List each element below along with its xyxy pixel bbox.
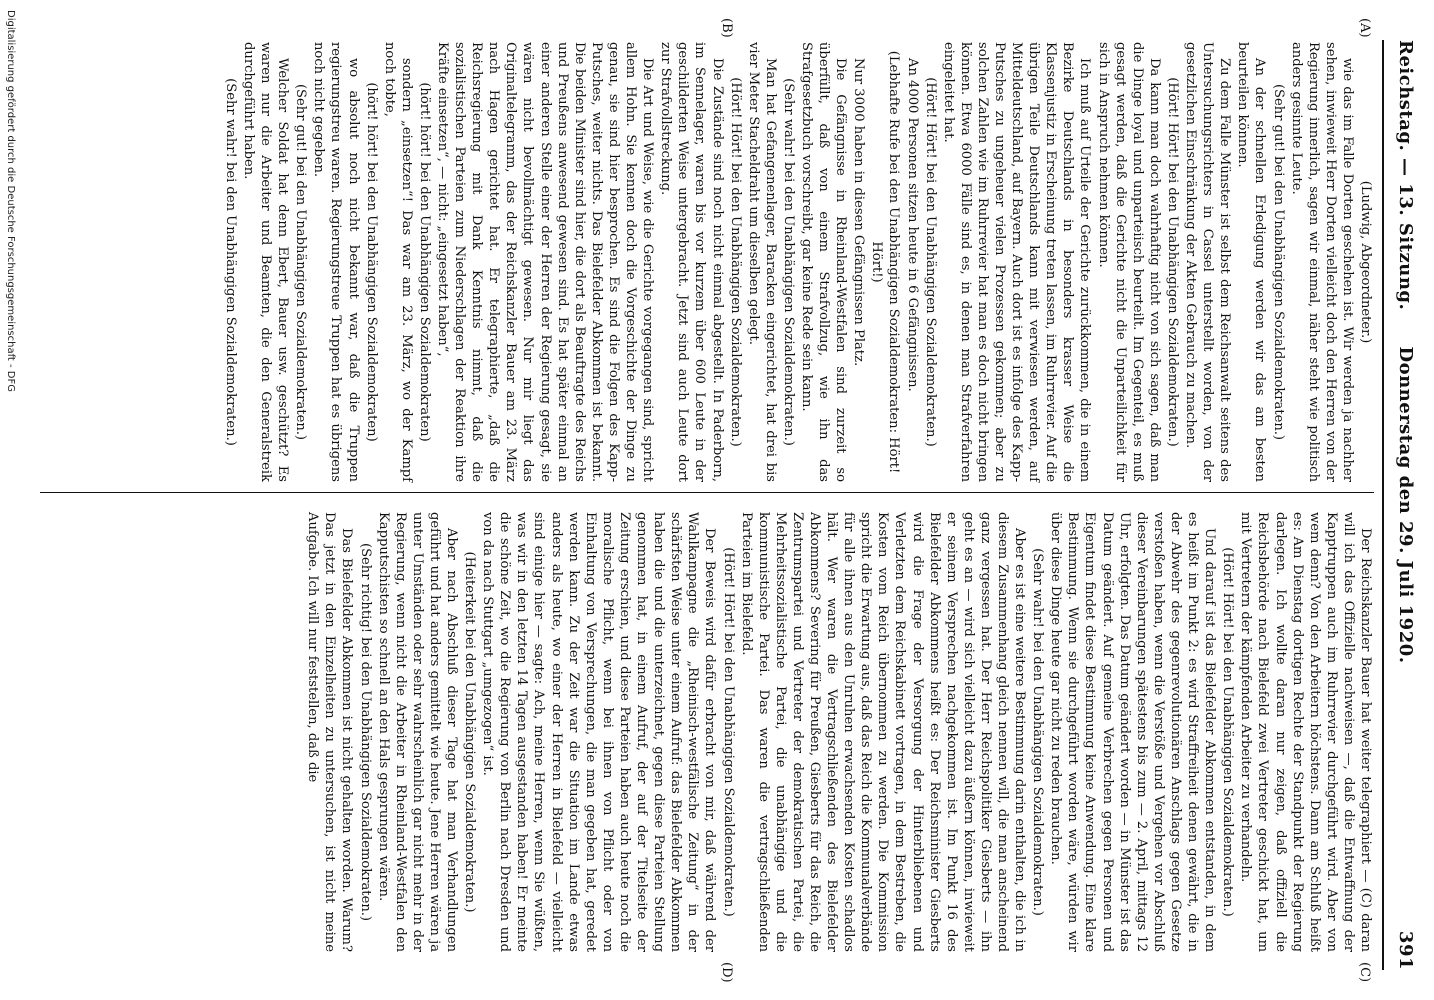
paragraph: (Hört! Hört! bei den Unabhängigen Sozialdemokraten.) [720,547,736,917]
header-title: Reichstag. — 13. Sitzung. [1395,40,1416,311]
column-divider [40,492,1374,493]
paragraph: (Sehr wahr! bei den Unabhängigen Sozialdemokraten.) [1030,548,1046,916]
paragraph: (Hört! Hört! bei den Unabhängigen Sozialdemokraten.) [1220,547,1236,917]
paragraph: Aber nach Abschluß dieser Tage hat man Verhandlungen geführt und hat anders gemittelt wie heute. Jene Herren wären ja unter Umständen oder sehr wahrscheinlich gar nicht mehr in der Regierung, wenn nicht die Arbeiter in Rheinland-Westfalen den Kapputschisten so schnell an den Hals gesprungen wären. [375,512,460,952]
paragraph: wie das im Falle Dorten geschehen ist. Wir werden ja nachher sehen, inwieweit Herr Dorten vielleicht doch den Herren von der Regierung innerlich, sagen wir einmal, näher steht wie politisch anders gesinnte Leute. [1288,42,1355,482]
paragraph: (Sehr wahr! bei den Unabhängigen Sozialdemokraten.) [780,78,796,446]
paragraph: Der Beweis wird dafür erbracht von mir, daß während der Wahlkampagne die „Rheinisch-westfälische Zeitung“ in der schärfsten Weise unter einem Aufruf: das Bielefelder Abkommen haben die und die unterzeichnet, gegen diese Parteien Stellung genommen hat, in einem Aufruf, der auf der Titelseite der Zeitung erschien, und diese Parteien haben auch heute noch die moralische Pflicht, wenn bei ihnen von Pflicht oder von Einhaltung von Versprechungen, die man gegeben hat, geredet werden kann. Zu der Zeit war die Situation im Lande etwas anders als heute, wo einer der Herren in Bielefeld — vielleicht sind einige hier — sagte: Ach, meine Herren, wenn Sie wüßten, was wir in den letzten 14 Tagen ausgestanden haben! Er meinte die schöne Zeit, wo die Regierung von Berlin nach Dresden und von da nach Stuttgart „umgezogen“ ist. [480,512,718,952]
paragraph: Die Art und Weise, wie die Gerichte vorgegangen sind, spricht allem Hohn. Sie kennen doch die Vorgeschichte der Dinge zu genau, sie sind hier besprochen. Es sind die Folgen des Kapp-Putsches, weiter nichts. Das Bielefelder Abkommen ist bekannt. Die beiden Minister sind hier, die dort als Beauftragte des Reichs und Preußens anwesend gewesen sind. Es hat später einmal an einer anderen Stelle einer der Herren der Regierung gesagt, sie wären nicht bevollmächtigt gewesen. Nur mir liegt das Originaltelegramm, das der Reichskanzler Bauer am 23. März nach Hagen gerichtet hat. Er telegraphierte, „daß die Reichsregierung mit Dank Kenntnis nimmt, daß die sozialistischen Parteien zum Niederschlagen der Reaktion ihre Kräfte einsetzen“, — nicht: „eingesetzt haben“, [435,42,656,482]
paragraph: (Hört! Hört! bei den Unabhängigen Sozialdemokraten.) [1164,77,1180,447]
paragraph: Da kann man doch wahrhaftig nicht von sich sagen, daß man die Dinge loyal und unparteiisch beurteilt. Im Gegenteil, es muß gesagt werden, daß die Gerichte nicht die Unparteilichkeit für sich in Anspruch nehmen können. [1095,42,1162,482]
paragraph: Das Bielefelder Abkommen ist nicht gehalten worden. Warum? Das jetzt in den Einzelheiten zu untersuchen, ist nicht meine Aufgabe. Ich will nur feststellen, daß die [305,512,355,952]
paragraph: (Sehr gut! bei den Unabhängigen Sozialdemokraten.) [1270,83,1286,441]
paragraph: Zu dem Falle Münster ist selbst dem Reichsanwalt seitens des Untersuchungsrichters in Cassel unterstellt worden, von der gesetzlichen Einschränkung der Akten Gebrauch zu machen. [1183,42,1233,482]
left-column [221,42,1374,482]
header-date: Donnerstag den 29. Juli 1920. [1395,346,1416,664]
paragraph: Die Zustände sind noch nicht einmal abgestellt. In Paderborn, im Sennelager, waren bis vor kurzem über 600 Leute in der geschilderten Weise untergebracht. Jetzt sind auch Leute dort zur Strafvollstreckung. [658,42,725,482]
paragraph: wo absolut noch nicht bekannt war, daß die Truppen regierungstreu waren. Regierungstreue Truppen hat es übrigens noch nicht gegeben. [311,42,361,482]
paragraph: Ich muß auf Urteile der Gerichte zurückkommen, die in einem Bezirke Deutschlands in besonders krasser Weise die Klassenjustiz in Erscheinung treten lassen, im Ruhrrevier. Auf die übrigen Teile Deutschlands kann mit verwiesen werden, auf Mitteldeutschland, auf Bayern. Auch dort ist es infolge des Kapp-Putsches zu ungeheuer vielen Prozessen gekommen; aber zu solchen Zahlen wie im Ruhrrevier hat man es doch nicht bringen können. Etwa 6000 Fälle sind es, in denen man Strafverfahren eingeleitet hat. [940,42,1093,482]
paragraph: (Lebhafte Rufe bei den Unabhängigen Sozialdemokraten: Hört! Hört!) [869,50,902,474]
paragraph: Welcher Soldat hat denn Ebert, Bauer usw. geschützt? Es waren nur die Arbeiter und Beamten, die den Generalstreik durchgeführt haben. [241,42,291,482]
paragraph: (Sehr richtig! bei den Unabhängigen Sozialdemokraten.) [357,542,373,922]
paragraph: (Sehr gut! bei den Unabhängigen Sozialdemokraten.) [293,83,309,441]
paragraph: (Sehr wahr! bei den Unabhängigen Sozialdemokraten.) [222,78,238,446]
paragraph: (hört! hört! bei den Unabhängigen Sozialdemokraten) [363,82,379,442]
paragraph: Die Gefängnisse in Rheinland-Westfalen sind zurzeit so überfüllt, daß von einem Strafvollzug, wie ihn das Strafgesetzbuch vorschreibt, gar keine Rede sein kann. [799,42,849,482]
digitization-footer: Digitalisierung gefördert durch die Deutsche Forschungsgemeinschaft - DFG [5,10,16,393]
paragraph: (Ludwig, Abgeordneter.) [1358,180,1373,344]
paragraph: Der Reichskanzler Bauer hat weiter telegraphiert — (C) daran will ich das Offizielle nachweisen —, daß die Entwaffnung der Kapptruppen auch im Ruhrrevier durchgeführt wird. Aber von wem denn? Von den Arbeitern höchstens. Dann am Schluß heißt es: Am Dienstag dortigen Rechte der Standpunkt der Regierung darlegen. Ich wollte daran nur zeigen, daß offiziell die Reichsbehörde nach Bielefeld zwei Vertreter geschickt hat, um mit Vertretern der kämpfenden Arbeiter zu verhandeln. [1238,512,1373,952]
margin-mark-a: (A) [1357,18,1372,38]
paragraph: Und darauf ist das Bielefelder Abkommen entstanden, in dem es heißt im Punkt 2: es wird Straffreiheit denen gewährt, die in der Abwehr des gegenrevolutionären Anschlags gegen Gesetze verstoßen haben, wenn die Verstöße und Vergehen vor Abschluß dieser Vereinbarungen spätestens bis zum — 2. April, mittags 12 Uhr, erfolgten. Das Datum geändert worden — in Münster ist das Datum geändert. Auf gemeine Verbrechen gegen Personen und Eigentum findet diese Bestimmung keine Anwendung. Eine klare Bestimmung. Wenn sie durchgeführt worden wäre, würden wir über diese Dinge heute gar nicht zu reden brauchen. [1048,512,1218,952]
margin-mark-d: (D) [719,962,734,983]
page-number: 391 [1395,930,1416,970]
paragraph: (Hört! Hört! bei den Unabhängigen Sozialdemokraten.) [922,77,938,447]
header-rule [1382,40,1384,970]
paragraph: Man hat Gefangenenlager, Baracken eingerichtet, hat drei bis vier Meter Stacheldraht um dieselben gelegt. [745,42,778,482]
paragraph: (Heiterkeit bei den Unabhängigen Sozialdemokraten.) [462,551,478,913]
paragraph: Aber es ist eine weitere Bestimmung darin enthalten, die ich in diesem Zusammenhang gleich nennen will, die man anscheinend ganz vergessen hat. Der Herr Reichspolitiker Giesberts — ihn geht es an — wird sich vielleicht dazu äußern können, inwieweit er seinem Versprechen nachgekommen ist. Im Punkt 16 des Bielefelder Abkommens heißt es: Der Reichsminister Giesberts wird die Frage der Versorgung der Hinterbliebenen und Verletzten dem Reichskabinett vortragen, in dem Bestreben, die Kosten vom Reich übernommen zu werden. Die Kommission spricht die Erwartung aus, daß das Reich die Kommunalverbände für alle ihnen aus den Unruhen erwachsenden Kosten schadlos hält. Wer waren die Vertragschließenden des Bielefelder Abkommens? Severing für Preußen, Giesberts für das Reich, die Zentrumspartei und Vertreter der demokratischen Partei, die Mehrheitssozialistische Partei, die unabhängige und die kommunistische Partei. Das waren die vertragschließenden Parteien im Bielefeld. [738,512,1028,952]
paragraph: An 4000 Personen sitzen heute in 6 Gefängnissen. [904,58,920,392]
paragraph: (Hört! Hört! bei den Unabhängigen Sozialdemokraten.) [727,77,743,447]
paragraph: (hört! hört! bei den Unabhängigen Sozialdemokraten) [416,82,432,442]
page-header [1386,40,1416,970]
paragraph: sondern „einsetzen“! Das war am 23. März, wo der Kampf noch tobte, [381,42,414,482]
paragraph: Nur 3000 haben in diesen Gefängnissen Platz. [851,58,867,367]
right-column [303,512,1374,952]
margin-mark-c: (C) [1357,962,1372,983]
margin-mark-b: (B) [719,18,734,38]
paragraph: An der schnellen Erledigung werden wir das am besten beurteilen können. [1235,42,1268,482]
